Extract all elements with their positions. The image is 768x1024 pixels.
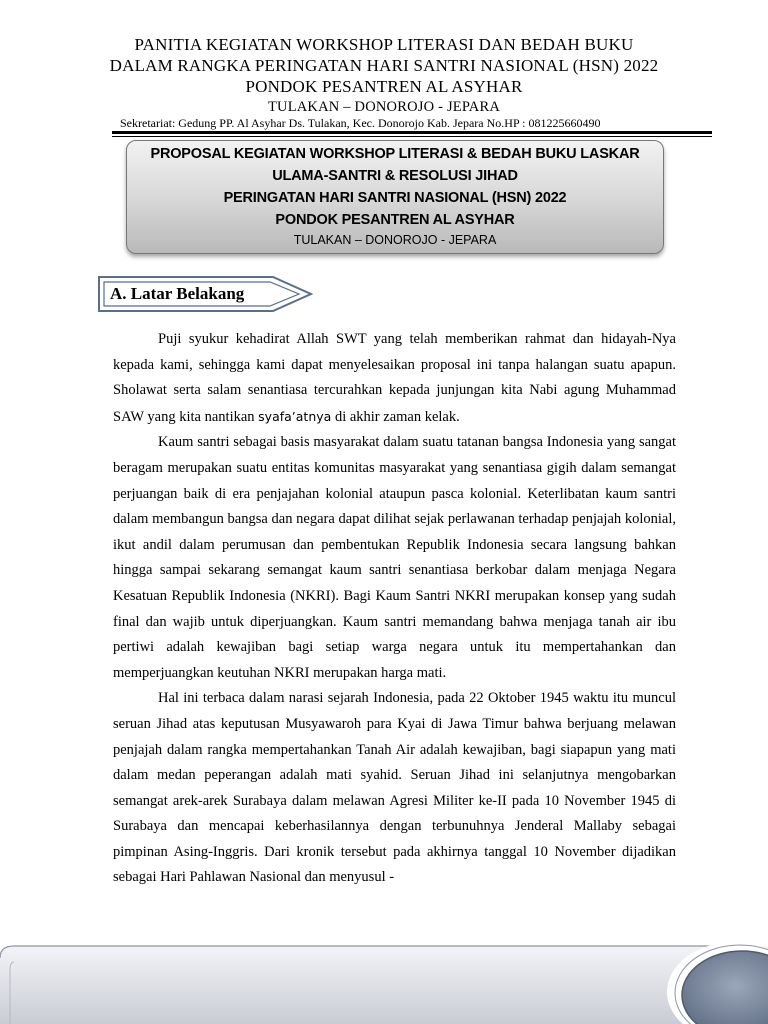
sekretariat-address: Sekretariat: Gedung PP. Al Asyhar Ds. Tulakan, Kec. Donorojo Kab. Jepara No.HP : 081225660490 (120, 116, 601, 130)
footer-decoration (0, 940, 768, 1024)
paragraph-2: Kaum santri sebagai basis masyarakat dalam suatu tatanan bangsa Indonesia yang sangat beragam merupakan suatu entitas komunitas masyarakat yang senantiasa gigih dalam semangat perjuangan baik di era penjajahan kolonial ataupun pasca kolonial. Keterlibatan kaum santri dalam membangun bangsa dan negara dapat dilihat sejak perlawanan terhadap penjajah kolonial, ikut andil dalam perumusan dan pembentukan Republik Indonesia secara langsung bahkan hingga sampai sekarang semangat kaum santri senantiasa berkobar dalam menjaga Negara Kesatuan Republik Indonesia (NKRI). Bagi Kaum Santri NKRI merupakan konsep yang sudah final dan wajib untuk diperjuangkan. Kaum santri memandang bahwa menjaga tanah air ibu pertiwi adalah kewajiban bagi setiap warga negara untuk itu mempertahankan dan memperjuangkan keutuhan NKRI merupakan harga mati. (113, 434, 676, 681)
title-line-4: PONDOK PESANTREN AL ASYHAR (275, 212, 515, 228)
proposal-title-box (126, 140, 664, 254)
letterhead-line-2: DALAM RANGKA PERINGATAN HARI SANTRI NASIONAL (HSN) 2022 (109, 56, 659, 75)
title-line-5: TULAKAN – DONOROJO - JEPARA (293, 233, 497, 247)
body-text (113, 327, 676, 891)
letterhead (0, 34, 768, 116)
title-line-1: PROPOSAL KEGIATAN WORKSHOP LITERASI & BEDAH BUKU LASKAR (150, 146, 640, 162)
letterhead-line-1: PANITIA KEGIATAN WORKSHOP LITERASI DAN BEDAH BUKU (134, 35, 634, 54)
letterhead-line-4: TULAKAN – DONOROJO - JEPARA (267, 99, 501, 115)
paragraph-3: Hal ini terbaca dalam narasi sejarah Indonesia, pada 22 Oktober 1945 waktu itu muncul seruan Jihad atas keputusan Musyawaroh para Kyai di Jawa Timur bahwa berjuang melawan penjajah dalam rangka mempertahankan Tanah Air adalah kewajiban, bagi siapapun yang mati dalam medan peperangan adalah mati syahid. Seruan Jihad ini selanjutnya mengobarkan semangat arek-arek Surabaya dalam melawan Agresi Militer ke-II pada 10 November 1945 di Surabaya dan mencapai keberhasilannya dengan terbunuhnya Jenderal Mallaby sebagai pimpinan Asing-Inggris. Dari kronik tersebut pada akhirnya tanggal 10 November dijadikan sebagai Hari Pahlawan Nasional dan menyusul - (113, 690, 676, 886)
letterhead-rule-thin (112, 136, 712, 137)
paragraph-1-start: Puji syukur kehadirat Allah SWT yang telah memberikan rahmat dan hidayah-Nya kepada kami, sehingga kami dapat menyelesaikan proposal ini tanpa halangan suatu apapun. Sholawat serta salam senantiasa tercurahkan kepada junjungan kita Nabi agung Muhammad SAW yang kita nantikan (113, 331, 676, 425)
title-line-3: PERINGATAN HARI SANTRI NASIONAL (HSN) 2022 (223, 190, 567, 206)
paragraph-1-end: di akhir zaman kelak. (331, 408, 460, 425)
section-heading: A. Latar Belakang (110, 284, 245, 303)
title-line-2: ULAMA-SANTRI & RESOLUSI JIHAD (272, 168, 518, 184)
letterhead-rule-thick (112, 131, 712, 134)
letterhead-line-3: PONDOK PESANTREN AL ASYHAR (245, 77, 523, 96)
paragraph-1-term: syafa’atnya (258, 408, 332, 424)
paragraph-1 (113, 327, 676, 430)
